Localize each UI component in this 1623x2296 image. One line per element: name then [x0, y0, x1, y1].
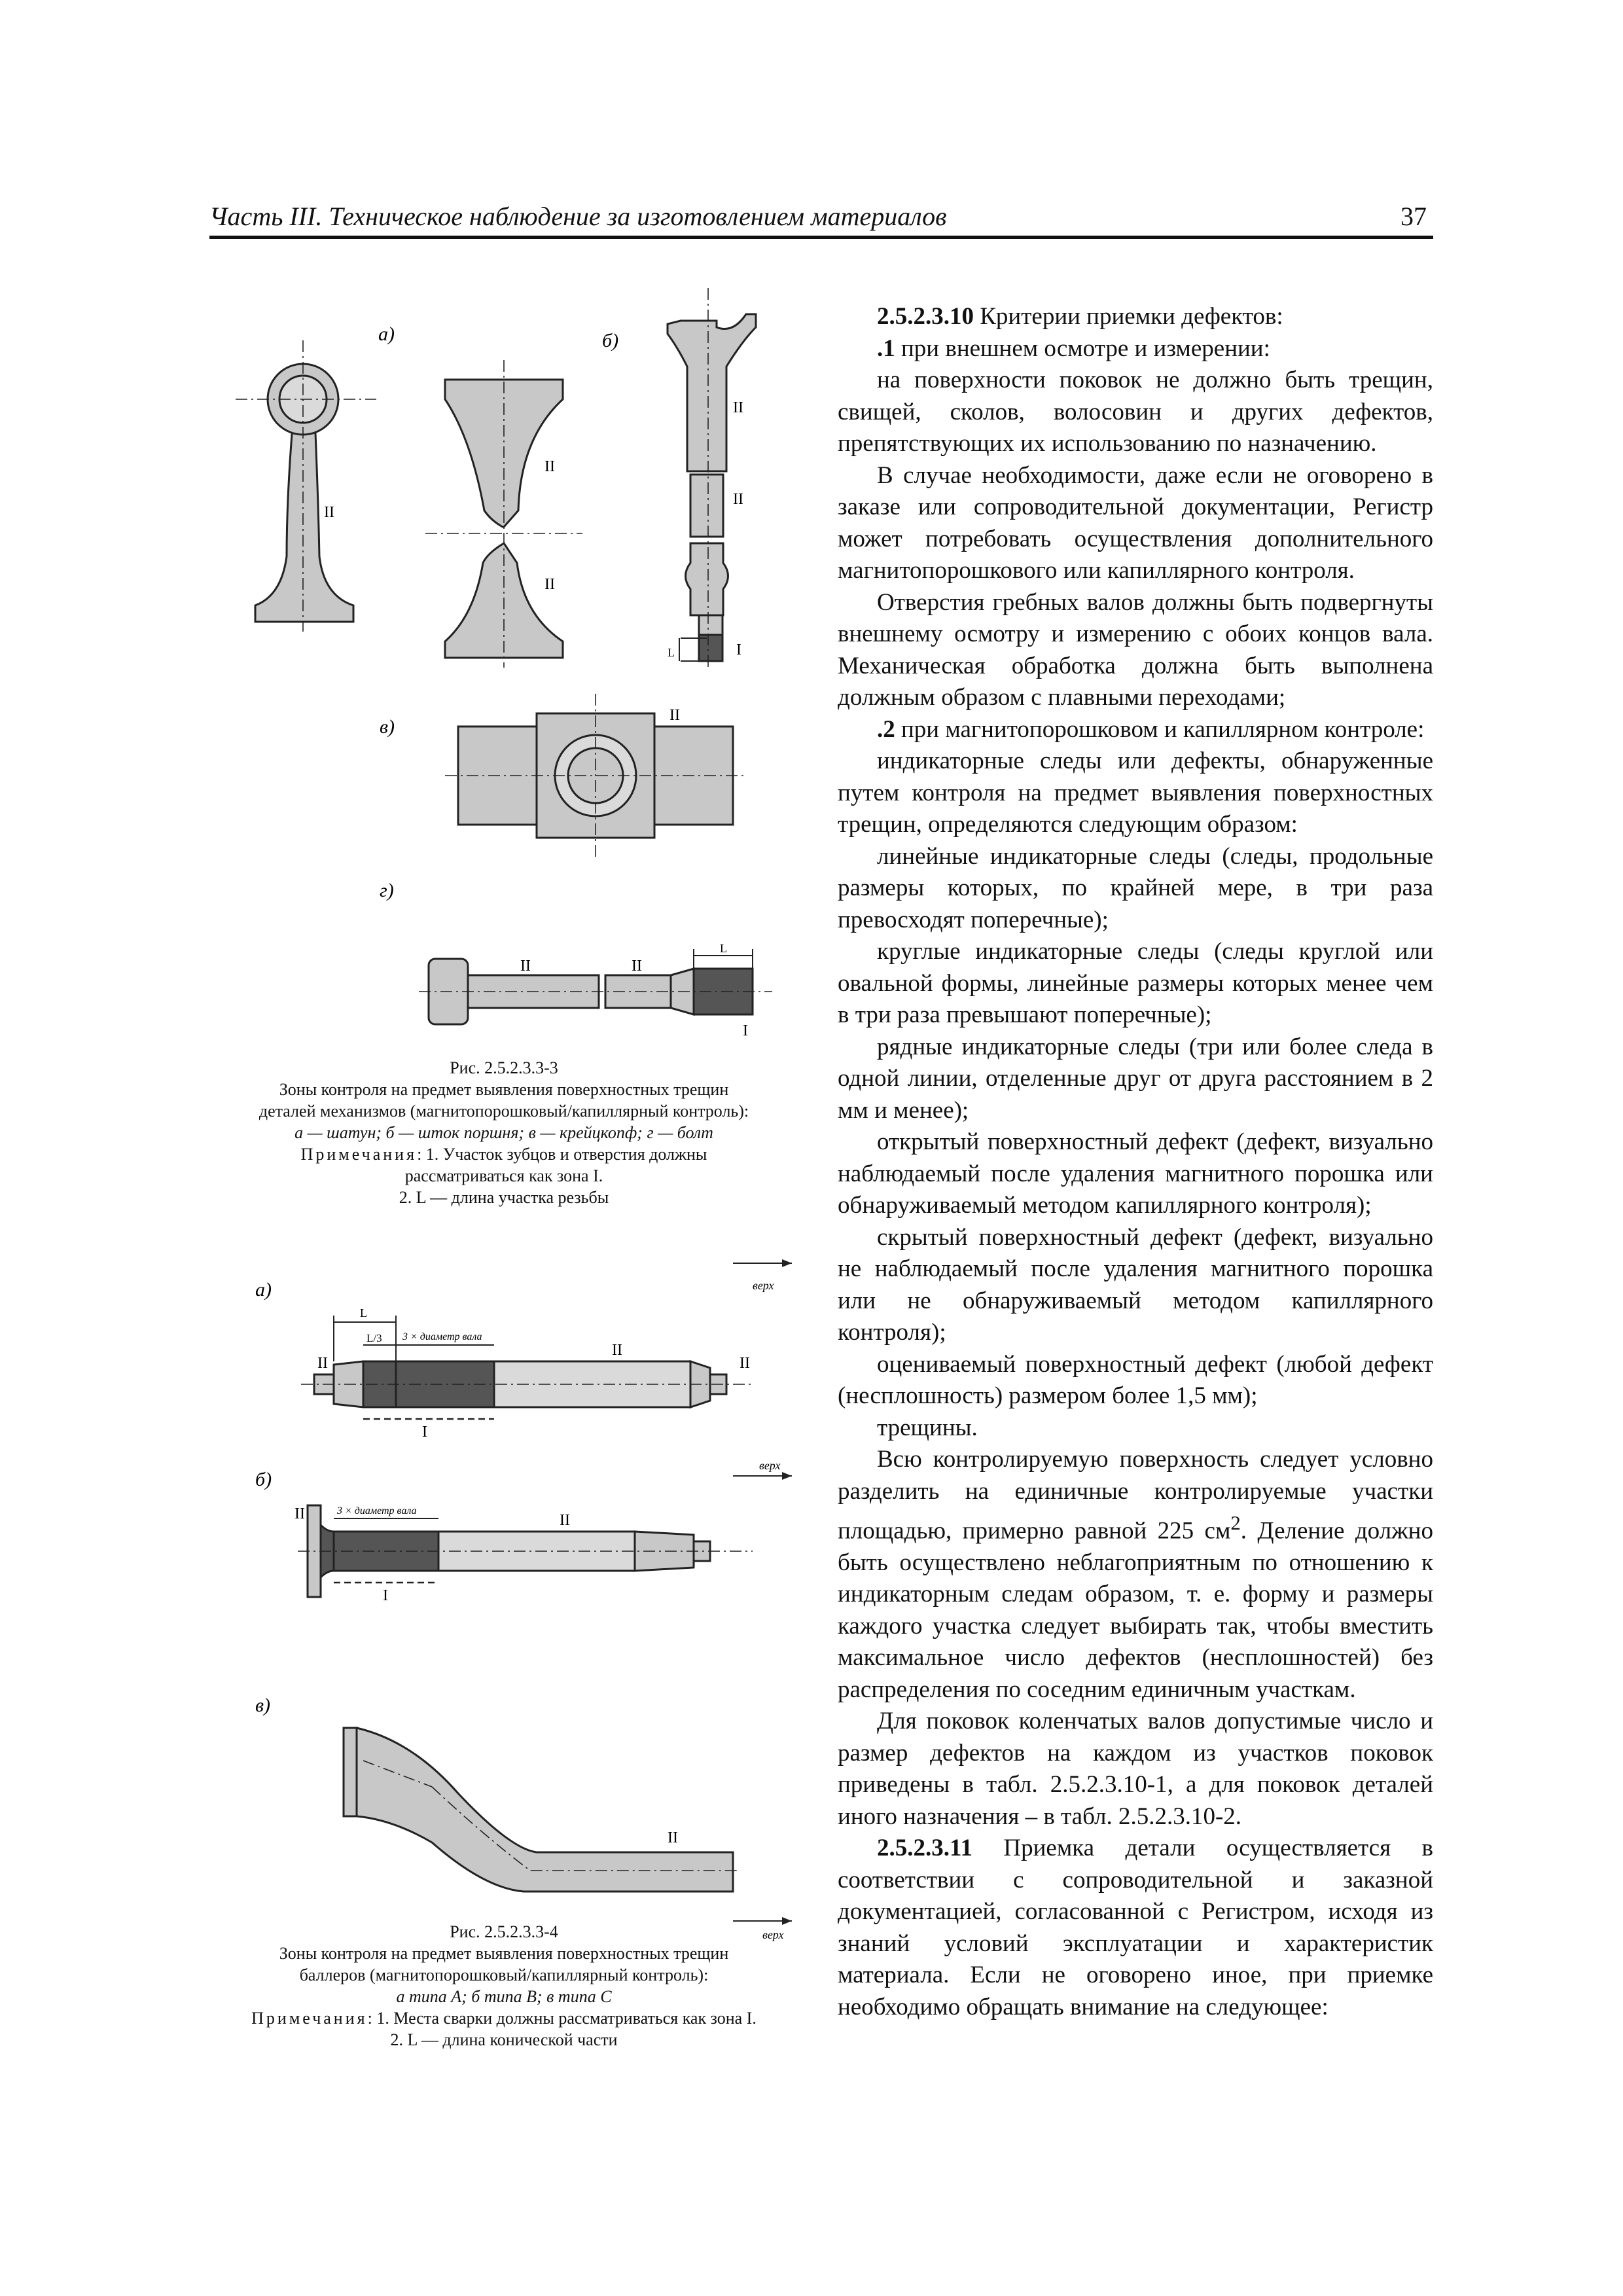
- fig1g-dim-l: L: [720, 942, 727, 955]
- figure-2-drawing: [236, 1244, 812, 1977]
- item-number-2: .2: [877, 715, 895, 743]
- para-cracks: трещины.: [877, 1414, 978, 1441]
- page-number: 37: [1400, 202, 1427, 231]
- para-open-defect: открытый поверхностный дефект (дефект, визуально наблюдаемый после удаления магнитного порошка или обнаруживаемый методом капиллярного контроля);: [838, 1128, 1433, 1219]
- fig2-caption-line2: баллеров (магнитопорошковый/капиллярный контроль):: [299, 1965, 709, 1984]
- rudder-stock-b-drawing: [294, 1505, 753, 1604]
- fig1-label-a: а): [378, 323, 395, 345]
- para-round-indications: круглые индикаторные следы (следы круглой или овальной формы, линейные размеры которых менее чем в три раза превышают поперечные);: [838, 938, 1433, 1028]
- fig1b-zone-two-upper: II: [733, 399, 743, 416]
- fig1-caption-note1-row: [209, 1143, 798, 1165]
- fig2-label-a: а): [255, 1279, 272, 1300]
- fig1-note1: : 1. Участок зубцов и отверстия должны: [417, 1145, 707, 1164]
- surface-division-text-a: Всю контролируемую поверхность следует условно разделить на единичные контролируемые участки площадью, примерно равной 225 см: [838, 1446, 1433, 1545]
- para-surface-defects: на поверхности поковок не должно быть трещин, свищей, сколов, волосовин и других дефектов, препятствующих их использованию по назначению.: [838, 367, 1433, 457]
- fig2b-zone-one: I: [383, 1587, 388, 1604]
- fig2-caption-note1-row: [209, 2007, 798, 2029]
- crosshead-drawing: [445, 694, 746, 857]
- surface-division-sup: 2: [1230, 1512, 1241, 1534]
- fig2-note2: 2. L — длина конической части: [390, 2030, 618, 2049]
- fig2a-zone-two: II: [612, 1342, 622, 1359]
- fig2a-dim-l: L: [360, 1306, 367, 1319]
- fig2a-top-word: верх: [753, 1279, 774, 1292]
- bolt-drawing: [419, 942, 772, 1039]
- para-additional-control: В случае необходимости, даже если не оговорено в заказе или сопроводительной документации, Регистр может потребовать осуществления дополнительного магнитопорошкового или капиллярного контроля.: [838, 461, 1433, 584]
- fig1b-zone-two-mid: II: [733, 491, 743, 508]
- fig2-caption-line3: а типа А; б типа В; в типа С: [396, 1987, 612, 2006]
- item-2-text: при магнитопорошковом и капиллярном контроле:: [895, 715, 1425, 743]
- fig1b-dim-l: L: [668, 646, 675, 659]
- rudder-stock-c-drawing: [344, 1728, 740, 1892]
- fig1-label-g: г): [380, 880, 394, 901]
- fig2b-zone-two: II: [560, 1512, 570, 1529]
- fig2-label-b: б): [255, 1469, 272, 1490]
- para-indications: индикаторные следы или дефекты, обнаруженные путем контроля на предмет выявления поверхностных трещин, определяются следующим образом:: [838, 747, 1433, 838]
- section-title-text: Критерии приемки дефектов:: [974, 303, 1283, 330]
- para-aligned-indications: рядные индикаторные следы (три или более следа в одной линии, отделенные друг от друга расстоянием в 2 мм и менее);: [838, 1033, 1433, 1124]
- item-number-1: .1: [877, 334, 895, 362]
- para-2-5-2-3-10: [838, 301, 1433, 333]
- fig2b-arrow-head: [782, 1472, 792, 1480]
- surface-division-text-b: . Деление должно быть осуществлено неблагоприятным по отношению к индикаторным следам образом, т. е. форму и размеры каждого участка следует выбирать так, чтобы вместить максимальное число дефектов (несплошностей) без распределения по соседним единичным участкам.: [838, 1517, 1433, 1703]
- fig2a-zone-two-left: II: [317, 1355, 328, 1372]
- fig1g-zone-one: I: [743, 1022, 748, 1039]
- para-hidden-defect: скрытый поверхностный дефект (дефект, визуально не наблюдаемый после удаления магнитного порошка или не обнаруживаемый методом капиллярного контроля);: [838, 1223, 1433, 1346]
- para-item-1: [838, 333, 1433, 365]
- para-item-2: [838, 714, 1433, 746]
- para-relevant-defect: оцениваемый поверхностный дефект (любой дефект (несплошность) размером более 1,5 мм);: [838, 1350, 1433, 1409]
- para-linear-indications: линейные индикаторные следы (следы, продольные размеры которых, по крайней мере, в три раза превосходят поперечные);: [838, 842, 1433, 933]
- fig2a-arrow-head: [782, 1259, 792, 1267]
- running-title: Часть III. Техническое наблюдение за изготовлением материалов: [209, 202, 947, 231]
- fig1a-zone-two: II: [324, 504, 334, 521]
- para-shaft-holes: Отверстия гребных валов должны быть подвергнуты внешнему осмотру и измерению с обоих концов вала. Механическая обработка должна быть выполнена должным образом с плавными переходами;: [838, 588, 1433, 711]
- fig1g-zone-two-a: II: [520, 958, 531, 975]
- figure-1-caption: [209, 1057, 798, 1208]
- fig1-caption-title: Рис. 2.5.2.3.3-3: [450, 1058, 558, 1077]
- piston-rod-drawing: [668, 288, 756, 668]
- fig1-note2: 2. L — длина участка резьбы: [399, 1188, 609, 1207]
- figure-2-caption: [209, 1921, 798, 2051]
- fig2v-zone-two: II: [668, 1829, 678, 1846]
- fig2b-top-word: верх: [759, 1459, 781, 1472]
- fig2b-dim-shaft: 3 × диаметр вала: [337, 1505, 417, 1516]
- fig1b-zone-two-bottom: II: [544, 576, 555, 593]
- fig2b-zone-two-left: II: [294, 1505, 305, 1522]
- fig1-note1b: рассматриваться как зона I.: [404, 1166, 603, 1185]
- rudder-stock-a-drawing: [301, 1306, 753, 1441]
- para-surface-division: [838, 1444, 1433, 1706]
- fig1v-zone-two: II: [669, 707, 680, 724]
- fig1-caption-line3: а — шатун; б — шток поршня; в — крейцкопф; г — болт: [294, 1123, 713, 1142]
- fig1-caption-line2: деталей механизмов (магнитопорошковый/капиллярный контроль):: [259, 1102, 749, 1121]
- piston-rod-body-drawing: [425, 360, 582, 668]
- fig2-label-v: в): [255, 1695, 271, 1716]
- section-2-5-2-3-11-text: Приемка детали осуществляется в соответствии с сопроводительной и заказной документацией, согласованной с Регистром, исходя из знаний условий эксплуатации и характеристик материала. Если не оговорено иное, при приемке необходимо обращать внимание на следующее:: [838, 1835, 1433, 2020]
- fig1b-zone-two-top: II: [544, 458, 555, 475]
- item-1-text: при внешнем осмотре и измерении:: [895, 334, 1270, 362]
- fig1-label-b: б): [602, 330, 619, 351]
- fig2-caption-title: Рис. 2.5.2.3.3-4: [450, 1922, 558, 1941]
- fig2-note1: : 1. Места сварки должны рассматриваться как зона I.: [367, 2009, 757, 2028]
- fig2a-zone-one: I: [422, 1424, 427, 1441]
- fig1-caption-line1: Зоны контроля на предмет выявления поверхностных трещин: [279, 1080, 729, 1099]
- para-2-5-2-3-11: [838, 1833, 1433, 2023]
- connecting-rod-drawing: [236, 340, 376, 632]
- para-crankshaft: Для поковок коленчатых валов допустимые число и размер дефектов на каждом из участков поковок приведены в табл. 2.5.2.3.10-1, а для поковок деталей иного назначения – в табл. 2.5.2.3.10-2.: [838, 1708, 1433, 1830]
- fig2-note-word: Примечания: [251, 2009, 368, 2028]
- fig1b-zone-one: I: [736, 641, 741, 658]
- fig2-caption-line1: Зоны контроля на предмет выявления поверхностных трещин: [279, 1944, 729, 1963]
- figure-1-drawing: [209, 275, 798, 1047]
- section-number-2-5-2-3-11: 2.5.2.3.11: [877, 1835, 972, 1862]
- body-text-column: [838, 301, 1433, 2023]
- fig2a-dim-l3: L/3: [366, 1332, 382, 1344]
- fig2a-zone-two-right: II: [740, 1355, 750, 1372]
- fig1-label-v: в): [380, 716, 395, 738]
- section-number-2-5-2-3-10: 2.5.2.3.10: [877, 303, 974, 330]
- fig1g-zone-two-b: II: [632, 958, 642, 975]
- page-header: [209, 196, 1433, 239]
- fig1-note-word: Примечания: [300, 1145, 418, 1164]
- fig2a-dim-shaft: 3 × диаметр вала: [402, 1331, 482, 1342]
- fig2v-top-word: верх: [762, 1928, 784, 1941]
